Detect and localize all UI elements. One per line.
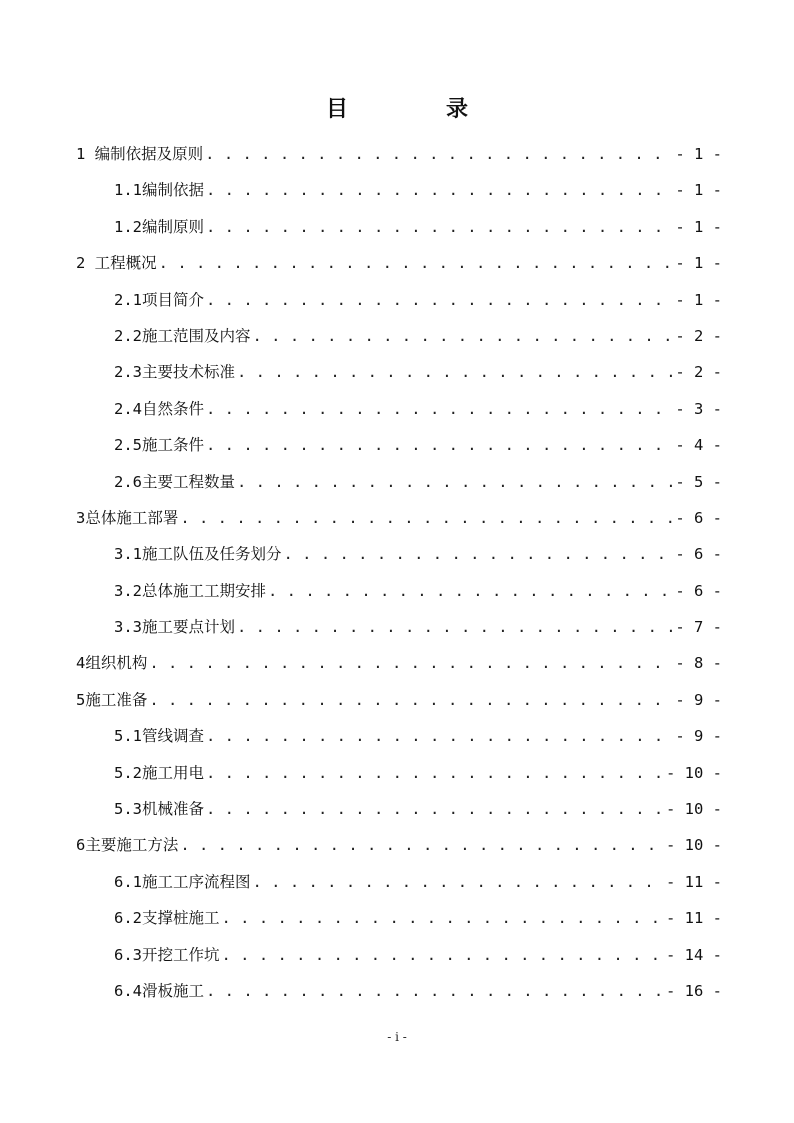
toc-dot-leader xyxy=(206,973,664,1009)
toc-entry-label: 1 编制依据及原则 xyxy=(76,145,204,163)
toc-entry[interactable] xyxy=(76,427,722,463)
toc-entry[interactable] xyxy=(76,391,722,427)
toc-dot-leader xyxy=(205,136,673,172)
toc-entry[interactable] xyxy=(76,718,722,754)
toc-entry-label: 6.3开挖工作坑 xyxy=(114,945,220,964)
toc-dot-leader xyxy=(206,172,673,208)
toc-entry-page: - 9 - xyxy=(675,690,722,709)
toc-entry-label: 6.4滑板施工 xyxy=(114,981,204,1000)
toc-dot-leader xyxy=(222,937,665,973)
toc-dot-leader xyxy=(268,573,673,609)
toc-entry[interactable] xyxy=(76,354,722,390)
toc-dot-leader xyxy=(206,791,664,827)
toc-dot-leader xyxy=(206,391,673,427)
toc-entry[interactable] xyxy=(76,682,722,718)
toc-entry[interactable] xyxy=(76,209,722,245)
toc-entry-page: - 3 - xyxy=(675,399,722,418)
toc-entry[interactable] xyxy=(76,573,722,609)
toc-entry-page: - 1 - xyxy=(675,181,722,200)
toc-entry-page: - 14 - xyxy=(666,945,722,964)
toc-entry[interactable] xyxy=(76,245,722,281)
toc-entry-page: - 11 - xyxy=(666,872,722,891)
toc-entry-page: - 4 - xyxy=(675,436,722,455)
toc-entry[interactable] xyxy=(76,464,722,500)
toc-entry-page: - 6 - xyxy=(675,508,722,527)
toc-entry-label: 5.1管线调查 xyxy=(114,727,204,746)
toc-entry[interactable] xyxy=(76,609,722,645)
toc-entry-page: - 6 - xyxy=(675,581,722,600)
toc-entry-label: 2.3主要技术标准 xyxy=(114,363,235,382)
toc-dot-leader xyxy=(284,536,674,572)
toc-entry[interactable] xyxy=(76,136,722,172)
toc-entry-label: 2.4自然条件 xyxy=(114,399,204,418)
toc-entry-label: 3.3施工要点计划 xyxy=(114,618,235,637)
toc-entry[interactable] xyxy=(76,791,722,827)
toc-entry-page: - 6 - xyxy=(675,545,722,564)
toc-entry[interactable] xyxy=(76,827,722,863)
toc-entry-page: - 10 - xyxy=(666,800,722,819)
toc-entry-page: - 8 - xyxy=(675,654,722,673)
toc-entry[interactable] xyxy=(76,536,722,572)
toc-entry[interactable] xyxy=(76,937,722,973)
toc-entry-label: 2.6主要工程数量 xyxy=(114,472,235,491)
toc-entry[interactable] xyxy=(76,282,722,318)
toc-dot-leader xyxy=(206,209,673,245)
toc-entry-page: - 2 - xyxy=(675,326,722,345)
toc-entry-page: - 16 - xyxy=(666,981,722,1000)
toc-dot-leader xyxy=(237,354,673,390)
toc-entry-label: 2.1项目简介 xyxy=(114,290,204,309)
toc-entry[interactable] xyxy=(76,500,722,536)
toc-dot-leader xyxy=(180,500,673,536)
table-of-contents xyxy=(76,136,722,1009)
toc-entry-label: 2.5施工条件 xyxy=(114,436,204,455)
toc-entry[interactable] xyxy=(76,973,722,1009)
toc-entry[interactable] xyxy=(76,645,722,681)
toc-entry-label: 6.1施工工序流程图 xyxy=(114,872,251,891)
toc-entry-label: 5.2施工用电 xyxy=(114,763,204,782)
toc-entry-page: - 2 - xyxy=(675,363,722,382)
toc-entry-label: 4组织机构 xyxy=(76,654,148,673)
toc-dot-leader xyxy=(180,827,664,863)
toc-entry-label: 3.2总体施工工期安排 xyxy=(114,581,266,600)
toc-entry-page: - 10 - xyxy=(666,763,722,782)
toc-entry-page: - 11 - xyxy=(666,909,722,928)
toc-dot-leader xyxy=(159,245,674,281)
toc-entry-label: 6主要施工方法 xyxy=(76,836,179,855)
toc-entry-page: - 9 - xyxy=(675,727,722,746)
toc-entry-label: 3总体施工部署 xyxy=(76,508,179,527)
toc-entry[interactable] xyxy=(76,900,722,936)
toc-entry-page: - 1 - xyxy=(675,145,722,163)
toc-entry-label: 5施工准备 xyxy=(76,690,148,709)
toc-dot-leader xyxy=(222,900,665,936)
toc-dot-leader xyxy=(237,609,673,645)
toc-entry-label: 1.1编制依据 xyxy=(114,181,204,200)
toc-entry-page: - 7 - xyxy=(675,618,722,637)
toc-entry-label: 2.2施工范围及内容 xyxy=(114,326,251,345)
toc-dot-leader xyxy=(149,682,673,718)
toc-title: 目 录 xyxy=(325,96,506,122)
toc-dot-leader xyxy=(237,464,673,500)
toc-entry-page: - 10 - xyxy=(666,836,722,855)
toc-dot-leader xyxy=(206,282,673,318)
toc-entry[interactable] xyxy=(76,318,722,354)
toc-entry[interactable] xyxy=(76,864,722,900)
toc-dot-leader xyxy=(206,755,664,791)
toc-dot-leader xyxy=(253,318,674,354)
page-number-footer: - i - xyxy=(387,1030,407,1044)
toc-entry[interactable] xyxy=(76,755,722,791)
toc-dot-leader xyxy=(206,718,673,754)
toc-dot-leader xyxy=(206,427,673,463)
toc-entry-page: - 1 - xyxy=(675,217,722,236)
toc-entry[interactable] xyxy=(76,172,722,208)
toc-entry-label: 3.1施工队伍及任务划分 xyxy=(114,545,282,564)
toc-entry-label: 6.2支撑桩施工 xyxy=(114,909,220,928)
toc-dot-leader xyxy=(253,864,665,900)
toc-entry-label: 5.3机械准备 xyxy=(114,800,204,819)
toc-dot-leader xyxy=(149,645,673,681)
toc-entry-label: 1.2编制原则 xyxy=(114,217,204,236)
toc-entry-page: - 1 - xyxy=(675,290,722,309)
toc-entry-page: - 1 - xyxy=(675,254,722,273)
toc-entry-label: 2 工程概况 xyxy=(76,254,157,273)
toc-entry-page: - 5 - xyxy=(675,472,722,491)
